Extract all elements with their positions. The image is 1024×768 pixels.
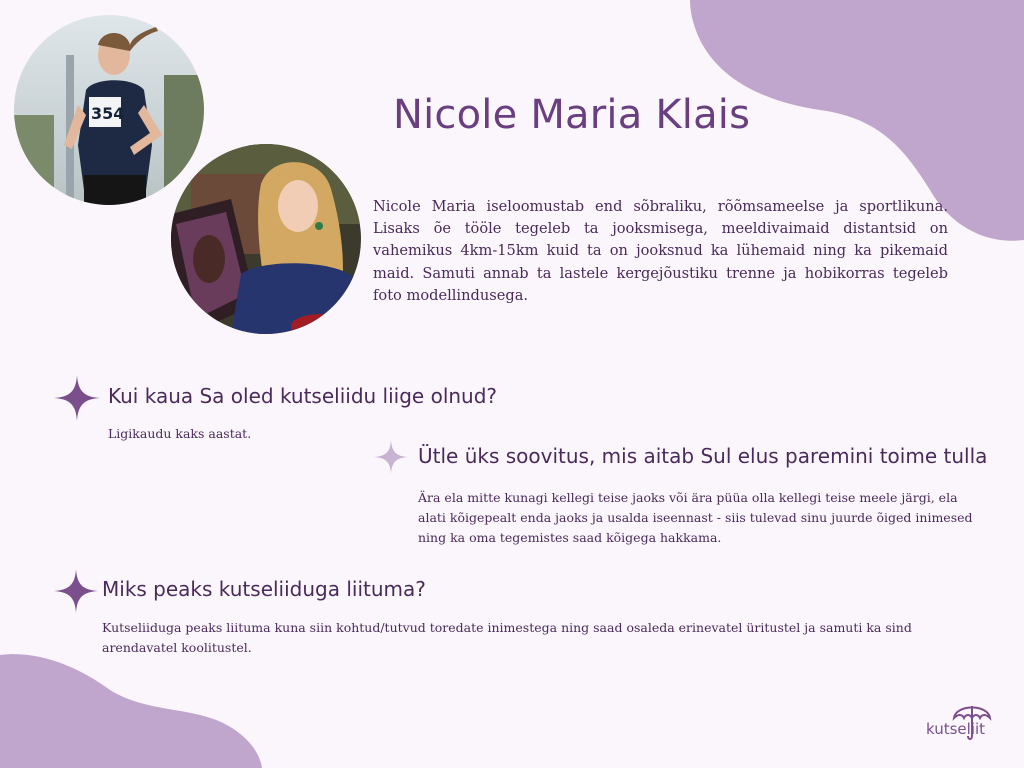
page-title: Nicole Maria Klais bbox=[393, 92, 751, 138]
answer-why-join: Kutseliiduga peaks liituma kuna siin kohtud/tutvud toredate inimestega ning saad osaleda erinevatel üritustel ja samuti ka sind arendavatel koolitustel. bbox=[102, 620, 912, 655]
model-photo bbox=[171, 144, 361, 334]
answer-membership-duration: Ligikaudu kaks aastat. bbox=[108, 426, 252, 441]
bio-text: Nicole Maria iseloomustab end sõbraliku, rõõmsameelse ja sportlikuna. Lisaks õe tööle tegeleb ta jooksmisega, meeldivaimaid distantsid on vahemikus 4km-15km kuid ta on jooksnud ka lühemaid ning ka pikemaid maid. Samuti annab ta lastele kergejõustiku trenne ja hobikorras tegeleb foto modellindusega. bbox=[373, 198, 948, 304]
question-why-join: Miks peaks kutseliiduga liituma? bbox=[102, 577, 426, 601]
answer-life-advice: Ära ela mitte kunagi kellegi teise jaoks või ära püüa olla kellegi teise meele järgi, ela alati kõigepealt enda jaoks ja usalda iseennast - siis tulevad sinu juurde õiged inimesed ning ka oma tegemistes saad kõigega hakkama. bbox=[418, 490, 973, 545]
sparkle-icon bbox=[374, 440, 408, 474]
logo-text-part1: kutsel bbox=[926, 720, 971, 738]
runner-photo bbox=[14, 15, 204, 205]
svg-text:kutseliit bbox=[926, 720, 985, 738]
logo-text-part2: iit bbox=[970, 720, 986, 738]
question-life-advice: Ütle üks soovitus, mis aitab Sul elus paremini toime tulla bbox=[418, 444, 988, 468]
question-membership-duration: Kui kaua Sa oled kutseliidu liige olnud? bbox=[108, 384, 498, 408]
runner-bib-number: 354 bbox=[91, 104, 125, 123]
kutseliit-logo bbox=[926, 700, 998, 744]
sparkle-icon bbox=[54, 375, 100, 421]
sparkle-icon bbox=[54, 569, 98, 613]
